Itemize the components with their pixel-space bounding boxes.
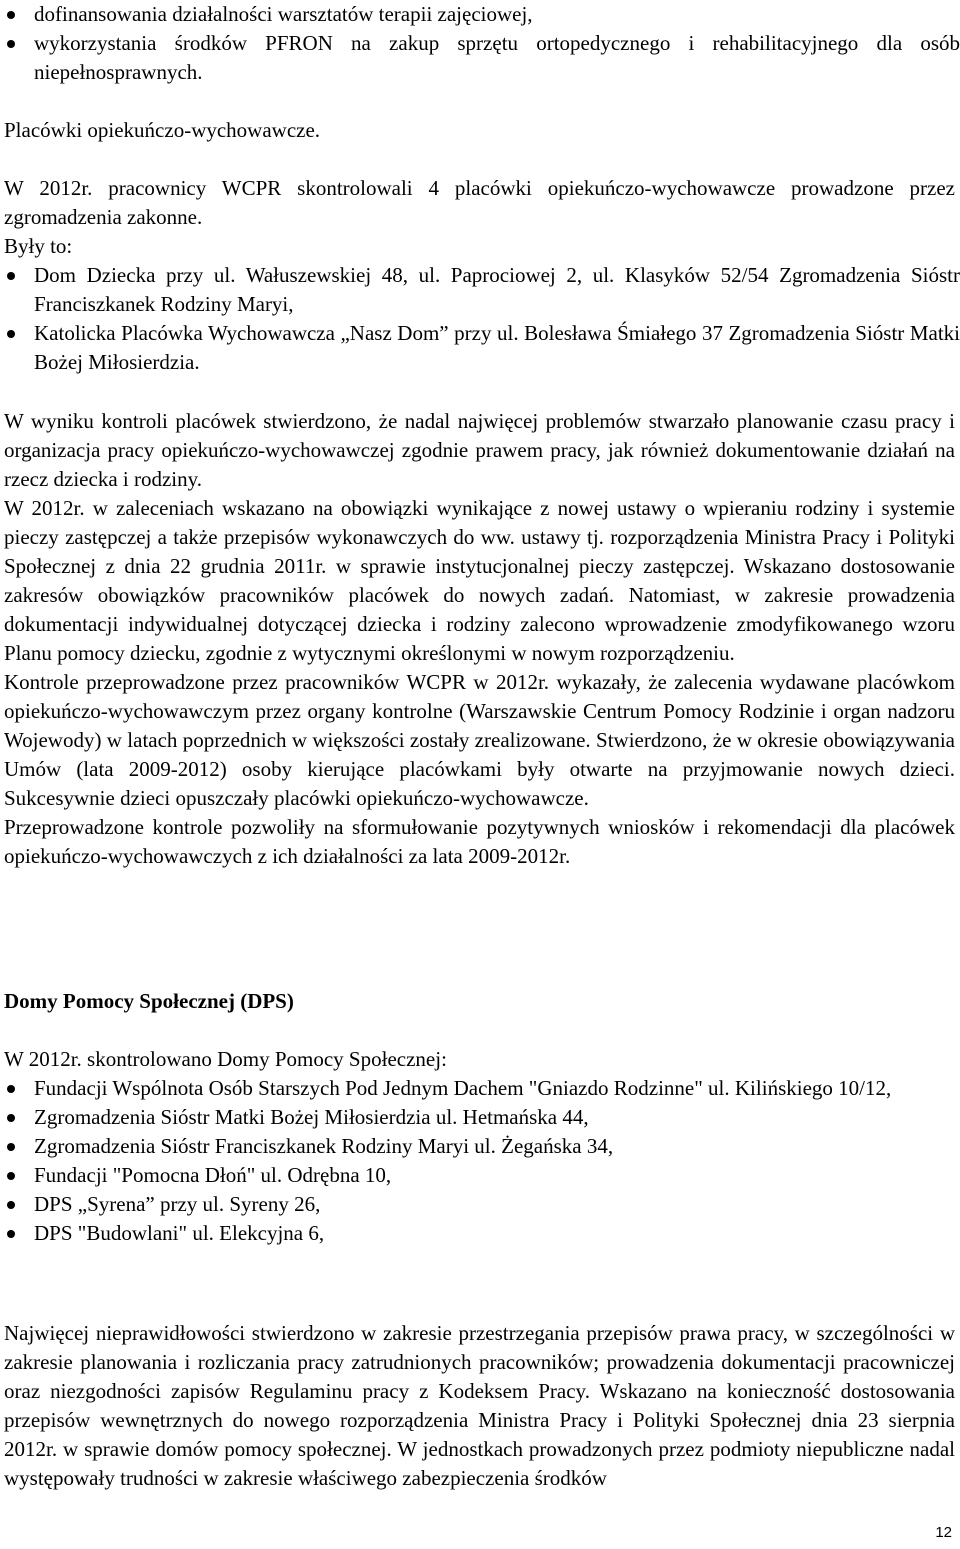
dps-list xyxy=(0,1074,960,1248)
list-item: Katolicka Placówka Wychowawcza „Nasz Dom” przy ul. Bolesława Śmiałego 37 Zgromadzenia Sióstr Matki Bożej Miłosierdzia. xyxy=(0,319,960,377)
list-item: DPS "Budowlani" ul. Elekcyjna 6, xyxy=(0,1219,960,1248)
body-paragraph: Kontrole przeprowadzone przez pracowników WCPR w 2012r. wykazały, że zalecenia wydawane placówkom opiekuńczo-wychowawczym przez organy kontrolne (Warszawskie Centrum Pomocy Rodzinie i organ nadzoru Wojewody) w latach poprzednich w większości zostały zrealizowane. Stwierdzono, że w okresie obowiązywania Umów (lata 2009-2012) osoby kierujące placówkami były otwarte na przyjmowanie nowych dzieci. Sukcesywnie dzieci opuszczały placówki opiekuńczo-wychowawcze. xyxy=(4,670,955,810)
page-number: 12 xyxy=(935,1524,952,1541)
list-item: Fundacji "Pomocna Dłoń" ul. Odrębna 10, xyxy=(0,1161,960,1190)
body-paragraph: W wyniku kontroli placówek stwierdzono, że nadal najwięcej problemów stwarzało planowanie czasu pracy i organizacja pracy opiekuńczo-wychowawczej zgodnie prawem pracy, jak również dokumentowanie działań na rzecz dziecka i rodziny. xyxy=(4,409,955,491)
list-intro: Były to: xyxy=(4,234,73,258)
section-heading-dps: Domy Pomocy Społecznej (DPS) xyxy=(4,989,294,1013)
section1-intro xyxy=(4,174,955,261)
list-item: Fundacji Wspólnota Osób Starszych Pod Jednym Dachem "Gniazdo Rodzinne" ul. Kilińskiego 10/12, xyxy=(0,1074,960,1103)
section1-body xyxy=(4,407,955,871)
list-item: DPS „Syrena” przy ul. Syreny 26, xyxy=(0,1190,960,1219)
list-item: Zgromadzenia Sióstr Matki Bożej Miłosierdzia ul. Hetmańska 44, xyxy=(0,1103,960,1132)
list-item: dofinansowania działalności warsztatów terapii zajęciowej, xyxy=(0,0,960,29)
intro-paragraph: W 2012r. pracownicy WCPR skontrolowali 4 placówki opiekuńczo-wychowawcze prowadzone przez zgromadzenia zakonne. xyxy=(4,176,955,229)
body-paragraph: W 2012r. w zaleceniach wskazano na obowiązki wynikające z nowej ustawy o wpieraniu rodziny i systemie pieczy zastępczej a także przepisów wykonawczych do ww. ustawy tj. rozporządzenia Ministra Pracy i Polityki Społecznej z dnia 22 grudnia 2011r. w sprawie instytucjonalnej pieczy zastępczej. Wskazano dostosowanie zakresów obowiązków pracowników placówek do nowych zadań. Natomiast, w zakresie prowadzenia dokumentacji indywidualnej dotyczącej dziecka i rodziny zalecono wprowadzenie zmodyfikowanego wzoru Planu pomocy dziecku, zgodnie z wytycznymi określonymi w nowym rozporządzeniu. xyxy=(4,496,955,665)
section-heading-placowki: Placówki opiekuńczo-wychowawcze. xyxy=(4,118,321,142)
body-paragraph: Przeprowadzone kontrole pozwoliły na sformułowanie pozytywnych wniosków i rekomendacji dla placówek opiekuńczo-wychowawczych z ich działalności za lata 2009-2012r. xyxy=(4,815,955,868)
list-item: Zgromadzenia Sióstr Franciszkanek Rodziny Maryi ul. Żegańska 34, xyxy=(0,1132,960,1161)
section2-body: Najwięcej nieprawidłowości stwierdzono w zakresie przestrzegania przepisów prawa pracy, w szczególności w zakresie planowania i rozliczania pracy zatrudnionych pracowników; prowadzenia dokumentacji pracowniczej oraz niezgodności zapisów Regulaminu pracy z Kodeksem Pracy. Wskazano na konieczność dostosowania przepisów wewnętrznych do nowego rozporządzenia Ministra Pracy i Polityki Społecznej dnia 23 sierpnia 2012r. w sprawie domów pomocy społecznej. W jednostkach prowadzonych przez podmioty niepubliczne nadal występowały trudności w zakresie właściwego zabezpieczenia środków xyxy=(4,1321,955,1490)
section2-intro: W 2012r. skontrolowano Domy Pomocy Społecznej: xyxy=(4,1047,447,1071)
facilities-list xyxy=(0,261,960,377)
list-item: Dom Dziecka przy ul. Wałuszewskiej 48, ul. Paprociowej 2, ul. Klasyków 52/54 Zgromadzenia Sióstr Franciszkanek Rodziny Maryi, xyxy=(0,261,960,319)
list-item: wykorzystania środków PFRON na zakup sprzętu ortopedycznego i rehabilitacyjnego dla osób niepełnosprawnych. xyxy=(0,29,960,87)
funding-list xyxy=(0,0,960,87)
